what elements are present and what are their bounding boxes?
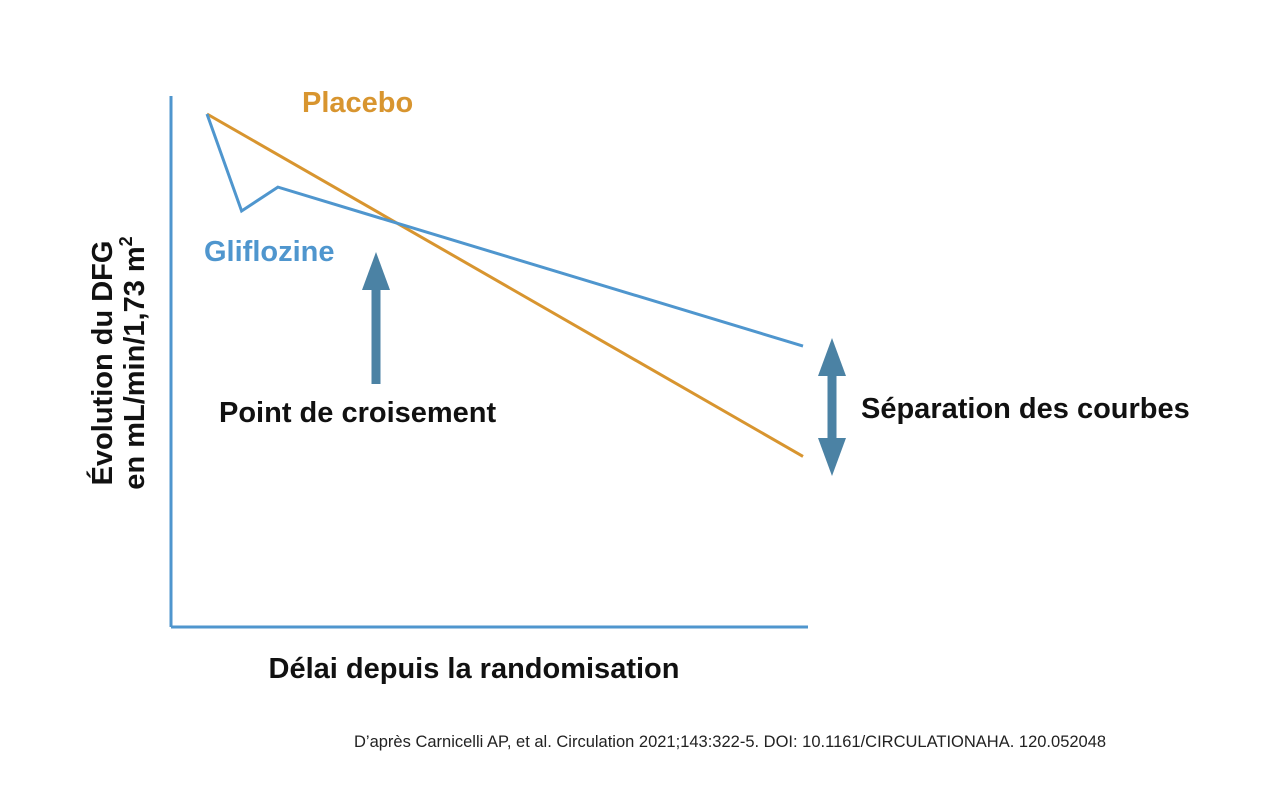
y-axis-label-unit: en mL/min/1,73 m xyxy=(119,246,151,490)
crossing-point-label: Point de croisement xyxy=(219,397,497,429)
series-label-placebo: Placebo xyxy=(302,87,414,119)
source-citation: D’après Carnicelli AP, et al. Circulation 2021;143:322-5. DOI: 10.1161/CIRCULATIONAHA. 120.052048 xyxy=(354,733,1107,751)
y-axis-label-line1: Évolution du DFG xyxy=(87,240,119,486)
y-axis-label-superscript: 2 xyxy=(116,236,136,247)
curve-separation-arrow xyxy=(818,338,846,476)
y-axis-label-line2 xyxy=(116,236,151,489)
series-line-gliflozine xyxy=(207,114,803,346)
crossing-point-arrow xyxy=(362,252,390,384)
x-axis-label: Délai depuis la randomisation xyxy=(268,653,680,685)
curve-separation-label: Séparation des courbes xyxy=(861,393,1190,425)
series-label-gliflozine: Gliflozine xyxy=(204,236,335,268)
